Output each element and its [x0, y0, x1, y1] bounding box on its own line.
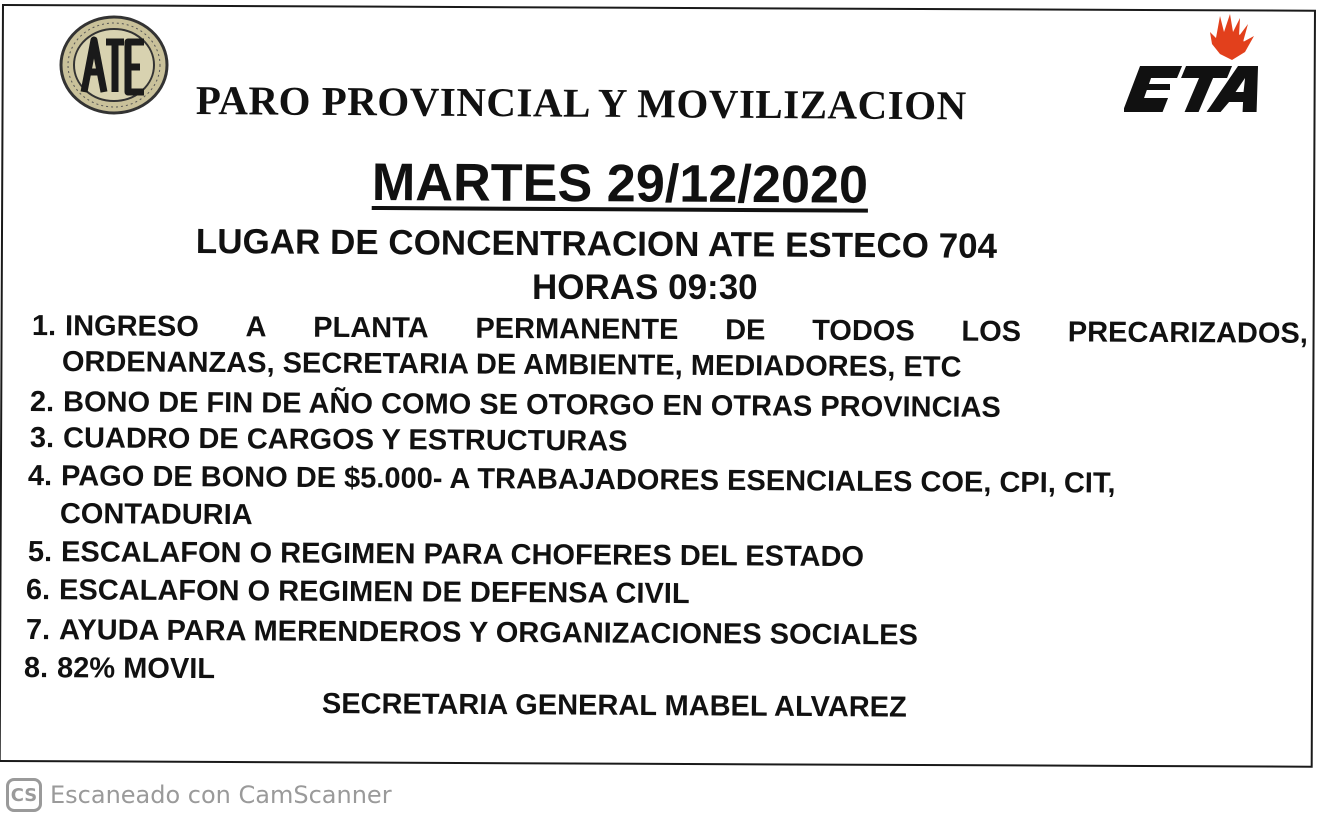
demand-number: 1. [31, 310, 57, 343]
demand-text: PAGO DE BONO DE $5.000- A TRABAJADORES ESENCIALES COE, CPI, CIT, [60, 460, 1116, 500]
demand-word: LOS [961, 315, 1022, 349]
demand-number: 3. [29, 422, 55, 455]
demand-number: 4. [27, 460, 53, 493]
demand-word: 1. INGRESO [31, 310, 199, 344]
demand-word: DE [725, 314, 766, 347]
demand-word: PRECARIZADOS, [1067, 316, 1308, 350]
ate-seal-logo [58, 14, 170, 116]
demand-text: AYUDA PARA MERENDEROS Y ORGANIZACIONES SOCIALES [58, 614, 919, 652]
cta-logo [1124, 10, 1264, 122]
signature-line: SECRETARIA GENERAL MABEL ALVAREZ [321, 688, 907, 724]
demand-item-7 [26, 614, 918, 652]
demand-text: ESCALAFON O REGIMEN PARA CHOFERES DEL ESTADO [60, 536, 865, 574]
demand-word: PERMANENTE [475, 312, 679, 346]
scanner-text: Escaneado con CamScanner [50, 781, 392, 809]
demand-item-6 [26, 574, 690, 611]
demand-word: PLANTA [313, 311, 429, 345]
demand-item-8 [24, 652, 215, 686]
demand-text: BONO DE FIN DE AÑO COMO SE OTORGO EN OTRAS PROVINCIAS [62, 386, 1001, 424]
flame-icon [1210, 14, 1254, 60]
demand-number: 6. [25, 574, 51, 607]
demand-number: 8. [23, 652, 49, 685]
demand-number: 2. [29, 386, 55, 419]
event-date: MARTES 29/12/2020 [371, 152, 869, 215]
demand-text: 82% MOVIL [56, 652, 216, 686]
demand-item-1-continuation: ORDENANZAS, SECRETARIA DE AMBIENTE, MEDIADORES, ETC [61, 346, 962, 384]
scanner-watermark [6, 778, 392, 812]
event-hours: HORAS 09:30 [532, 268, 758, 307]
demand-item-3 [30, 422, 628, 459]
demand-number: 7. [25, 614, 51, 647]
page-title: PARO PROVINCIAL Y MOVILIZACION [195, 76, 967, 129]
demand-text: ESCALAFON O REGIMEN DE DEFENSA CIVIL [58, 574, 690, 611]
demand-item-5 [28, 536, 864, 574]
demand-number: 5. [27, 536, 53, 569]
concentration-place: LUGAR DE CONCENTRACION ATE ESTECO 704 [195, 222, 998, 266]
demand-text: CUADRO DE CARGOS Y ESTRUCTURAS [62, 422, 628, 458]
demand-word: A [245, 311, 267, 344]
demand-item-4-continuation: CONTADURIA [59, 498, 253, 532]
camscanner-icon: CS [6, 778, 42, 812]
demand-word: TODOS [812, 314, 915, 348]
demand-item-2 [30, 386, 1001, 425]
